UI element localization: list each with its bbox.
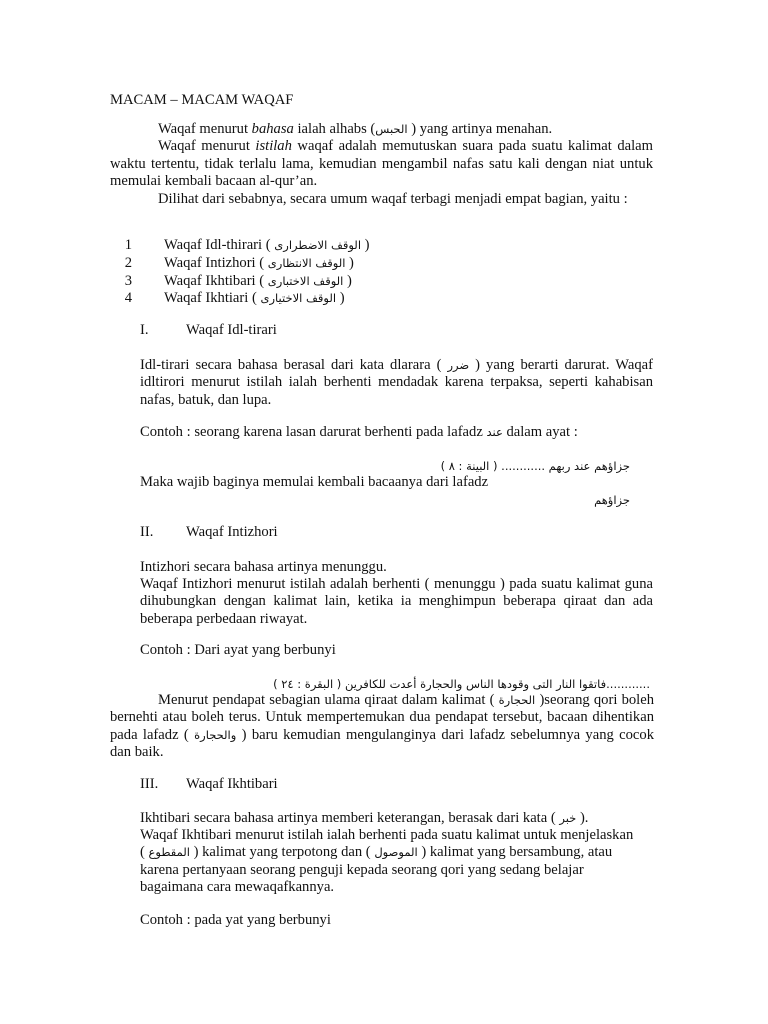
document-title: MACAM – MACAM WAQAF bbox=[110, 92, 294, 108]
section-3-paragraph-1: Ikhtibari secara bahasa artinya memberi keterangan, berasak dari kata ( خبر ). bbox=[140, 810, 589, 826]
section-1-after-arabic: جزاؤهم bbox=[594, 493, 630, 507]
intro-paragraph-1: Waqaf menurut bahasa ialah alhabs (الحبس ) yang artinya menahan. bbox=[158, 121, 553, 137]
section-2-heading: Waqaf Intizhori bbox=[186, 524, 278, 540]
section-2-example: Contoh : Dari ayat yang berbunyi bbox=[140, 642, 336, 658]
section-2-paragraph-2: Waqaf Intizhori menurut istilah adalah berhenti ( menunggu ) pada suatu kalimat guna dihubungkan dengan kalimat lain, ketika ia menghimpun beberapa qiraat dan ada beberapa perbedaan riwayat. bbox=[140, 576, 653, 627]
section-1-verse: جزاؤهم عند ربهم ............ ( البينة : ٨ ) bbox=[440, 459, 630, 473]
section-1-after-text: Maka wajib baginya memulai kembali bacaanya dari lafadz bbox=[140, 474, 489, 490]
document-page: MACAM – MACAM WAQAF Waqaf menurut bahasa ialah alhabs (الحبس ) yang artinya menahan. Waqaf menurut istilah waqaf adalah memutuskan suara pada suatu kalimat dalam waktu tertentu, tidak terlalu lama, kemudian mengambil nafas satu kali dengan niat untuk memulai kembali bacaan al-qur’an. Dilihat dari sebabnya, secara umum waqaf terbagi menjadi empat bagian, yaitu : 1 Waqaf Idl-thirari ( الوقف الاضطرارى ) 2 Waqaf Intizhori ( الوقف الانتظارى ) 3 Waqaf Ikhtibari ( الوقف الاختبارى ) 4 Waqaf Ikhtiari ( الوقف الاختيارى ) I. Waqaf Idl-tirari Idl-tirari secara bahasa berasal dari kata dlarara ( ضرر ) yang berarti darurat. Waqaf idltirori menurut istilah ialah berhenti mendadak karena terpaksa, seperti kahabisan nafas, batuk, dan lupa. Contoh : seorang karena lasan darurat berhenti pada lafadz عند dalam ayat : جزاؤهم عند ربهم ............ ( البينة : ٨ ) Maka wajib baginya memulai kembali bacaanya dari lafadz جزاؤهم II. Waqaf Intizhori Intizhori secara bahasa artinya menunggu. Waqaf Intizhori menurut istilah adalah berhenti ( menunggu ) pada suatu kalimat guna dihubungkan dengan kalimat lain, ketika ia menghimpun beberapa qiraat dan ada beberapa perbedaan riwayat. Contoh : Dari ayat yang berbunyi ............فاتقوا النار التى وقودها الناس والحجارة أعدت للكافرين ( البقرة : ٢٤ ) Menurut pendapat sebagian ulama qiraat dalam kalimat ( الحجارة )seorang qori boleh bernehti atau boleh terus. Untuk mempertemukan dua pendapat tersebut, bacaan dihentikan pada lafadz ( والحجارة ) baru kemudian mengulanginya dari lafadz sebelumnya yang cocok dan baik. III. Waqaf Ikhtibari Ikhtibari secara bahasa artinya memberi keterangan, berasak dari kata ( خبر ). Waqaf Ikhtibari menurut istilah ialah berhenti pada suatu kalimat untuk menjelaskan ( المقطوع ) kalimat yang terpotong dan ( الموصول ) kalimat yang bersambung, atau karena pertanyaan seorang penguji kepada seorang qori yang sedang belajar bagaimana cara mewaqafkannya. Contoh : pada yat yang berbunyi bbox=[110, 92, 654, 928]
intro-paragraph-3: Dilihat dari sebabnya, secara umum waqaf terbagi menjadi empat bagian, yaitu : bbox=[158, 190, 628, 207]
section-2-numeral: II. bbox=[140, 524, 154, 540]
section-1-numeral: I. bbox=[140, 322, 149, 338]
intro-section bbox=[110, 121, 653, 208]
section-3-heading: Waqaf Ikhtibari bbox=[186, 776, 278, 792]
section-1-example: Contoh : seorang karena lasan darurat berhenti pada lafadz عند dalam ayat : bbox=[140, 424, 578, 440]
section-2-verse: ............فاتقوا النار التى وقودها الناس والحجارة أعدت للكافرين ( البقرة : ٢٤ ) bbox=[273, 677, 650, 691]
section-3-example: Contoh : pada yat yang berbunyi bbox=[140, 912, 331, 928]
section-1-heading: Waqaf Idl-tirari bbox=[186, 322, 277, 338]
arabic-word: الحبس bbox=[375, 122, 408, 136]
section-2-paragraph-1: Intizhori secara bahasa artinya menunggu. bbox=[140, 559, 387, 575]
section-3-paragraph-2: Waqaf Ikhtibari menurut istilah ialah berhenti pada suatu kalimat untuk menjelaskan ( المقطوع ) kalimat yang terpotong dan ( الموصول ) kalimat yang bersambung, atau karena pertanyaan seorang penguji kepada seorang qori yang sedang belajar bagaimana cara mewaqafkannya. bbox=[140, 827, 634, 896]
section-2-paragraph-3: Menurut pendapat sebagian ulama qiraat dalam kalimat ( الحجارة )seorang qori boleh bernehti atau boleh terus. Untuk mempertemukan dua pendapat tersebut, bacaan dihentikan pada lafadz ( والحجارة ) baru kemudian mengulanginya dari lafadz sebelumnya yang cocok dan baik. bbox=[110, 692, 654, 761]
section-1-paragraph: Idl-tirari secara bahasa berasal dari kata dlarara ( ضرر ) yang berarti darurat. Waqaf idltirori menurut istilah ialah berhenti mendadak karena terpaksa, seperti kahabisan nafas, batuk, dan lupa. bbox=[140, 357, 653, 408]
intro-paragraph-2: Waqaf menurut istilah waqaf adalah memutuskan suara pada suatu kalimat dalam waktu tertentu, tidak terlalu lama, kemudian mengambil nafas satu kali dengan niat untuk memulai kembali bacaan al-qur’an. bbox=[110, 138, 653, 190]
section-3-numeral: III. bbox=[140, 776, 159, 792]
